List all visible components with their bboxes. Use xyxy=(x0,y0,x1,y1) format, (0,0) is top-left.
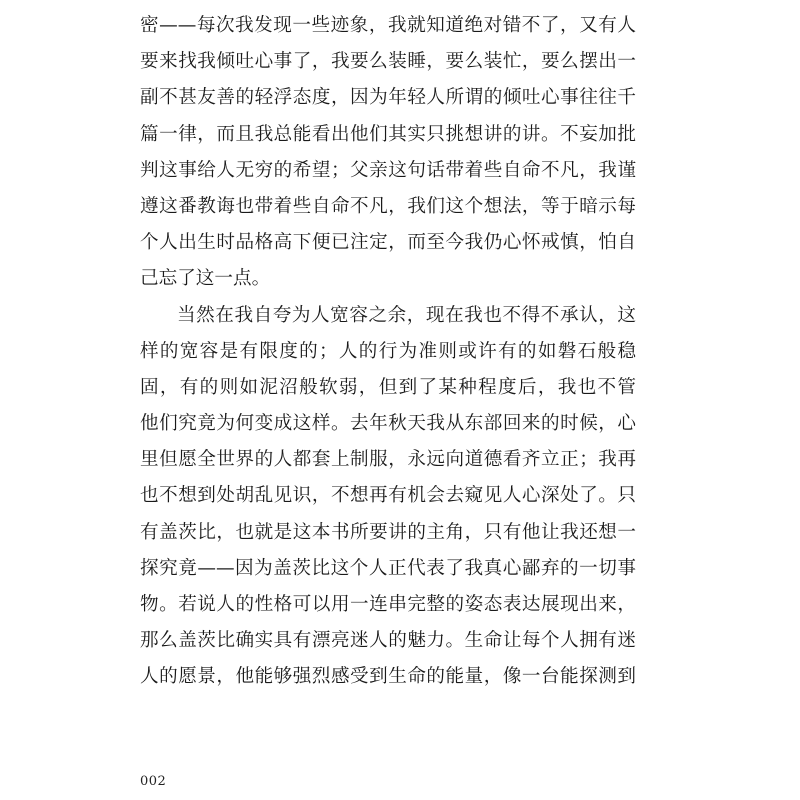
text-line: 人的愿景，他能够强烈感受到生命的能量，像一台能探测到 xyxy=(140,666,636,688)
paragraph-end-line: 己忘了这一点。 xyxy=(140,268,271,290)
page-number: 002 xyxy=(140,774,167,789)
text-line: 物。若说人的性格可以用一连串完整的姿态表达展现出来， xyxy=(140,594,636,615)
text-line: 要来找我倾吐心事了，我要么装睡，要么装忙，要么摆出一 xyxy=(140,51,636,73)
paragraph-start-line: 当然在我自夸为人宽容之余，现在我也不得不承认，这 xyxy=(177,304,636,326)
text-line: 密——每次我发现一些迹象，我就知道绝对错不了，又有人 xyxy=(140,15,636,36)
body-text xyxy=(140,8,636,696)
text-line: 他们究竟为何变成这样。去年秋天我从东部回来的时候，心 xyxy=(140,413,636,435)
text-line: 判这事给人无穷的希望；父亲这句话带着些自命不凡，我谨 xyxy=(140,159,636,181)
text-line: 里但愿全世界的人都套上制服，永远向道德看齐立正；我再 xyxy=(140,449,636,471)
text-line: 那么盖茨比确实具有漂亮迷人的魅力。生命让每个人拥有迷 xyxy=(140,630,636,652)
text-line: 遵这番教诲也带着些自命不凡，我们这个想法，等于暗示每 xyxy=(140,195,636,217)
text-line: 也不想到处胡乱见识，不想再有机会去窥见人心深处了。只 xyxy=(140,485,636,507)
text-line: 探究竟——因为盖茨比这个人正代表了我真心鄙弃的一切事 xyxy=(140,557,636,579)
text-line: 个人出生时品格高下便已注定，而至今我仍心怀戒慎，怕自 xyxy=(140,232,636,254)
text-line: 篇一律，而且我总能看出他们其实只挑想讲的讲。不妄加批 xyxy=(140,123,636,145)
text-line: 固，有的则如泥沼般软弱，但到了某种程度后，我也不管 xyxy=(140,376,636,398)
text-line: 样的宽容是有限度的；人的行为准则或许有的如磐石般稳 xyxy=(140,340,636,362)
text-line: 有盖茨比，也就是这本书所要讲的主角，只有他让我还想一 xyxy=(140,521,636,543)
text-line: 副不甚友善的轻浮态度，因为年轻人所谓的倾吐心事往往千 xyxy=(140,87,636,109)
